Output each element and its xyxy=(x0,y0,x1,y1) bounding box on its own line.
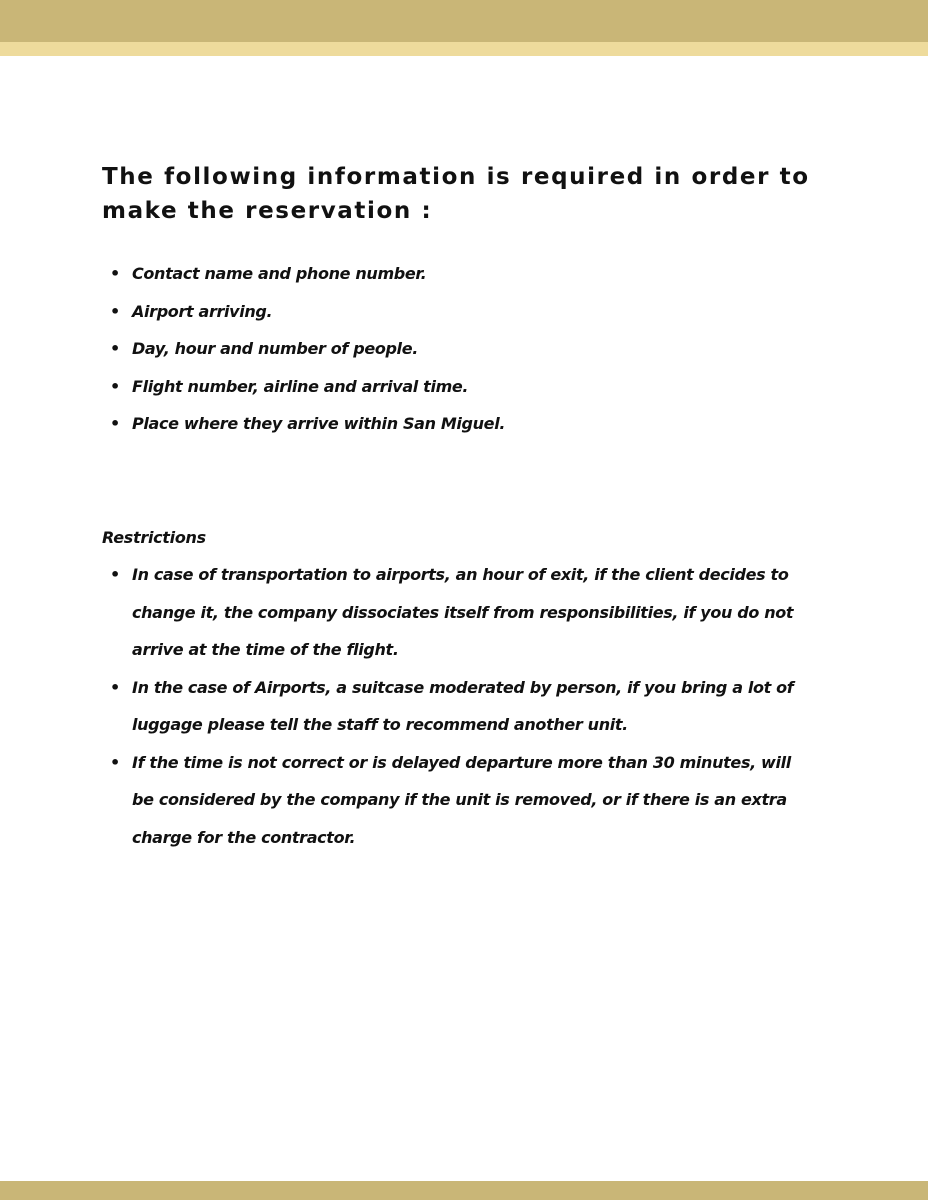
bullet-icon: • xyxy=(110,301,120,321)
bullet-icon: • xyxy=(110,565,120,584)
bullet-icon: • xyxy=(110,339,120,358)
bullet-icon: • xyxy=(110,414,120,433)
bottom-band xyxy=(0,1181,928,1200)
requirement-text: Flight number, airline and arrival time. xyxy=(132,376,469,396)
requirement-item xyxy=(102,255,822,293)
requirement-item xyxy=(102,405,822,443)
requirement-text: Contact name and phone number. xyxy=(132,264,427,283)
requirement-text: Day, hour and number of people. xyxy=(132,339,418,358)
top-band-accent xyxy=(0,42,928,56)
restriction-text: If the time is not correct or is delayed departure more than 30 minutes, will be considered by the company if the unit is removed, or if there is an extra charge for the contractor. xyxy=(132,752,791,847)
restriction-text: In case of transportation to airports, an hour of exit, if the client decides to change it, the company dissociates itself from responsibilities, if you do not arrive at the time of the flight. xyxy=(132,565,794,659)
requirement-item xyxy=(102,368,822,406)
bullet-icon: • xyxy=(110,677,120,697)
requirement-item xyxy=(102,293,822,331)
restrictions-list xyxy=(102,556,814,856)
restriction-item xyxy=(102,669,814,744)
bullet-icon: • xyxy=(110,376,120,396)
restriction-text: In the case of Airports, a suitcase moderated by person, if you bring a lot of luggage please tell the staff to recommend another unit. xyxy=(132,677,794,734)
top-band xyxy=(0,0,928,42)
bullet-icon: • xyxy=(110,752,120,772)
bullet-icon: • xyxy=(110,264,120,283)
document-body xyxy=(102,160,822,856)
requirement-text: Place where they arrive within San Miguel. xyxy=(132,414,506,433)
restrictions-title: Restrictions xyxy=(102,527,206,547)
restriction-item xyxy=(102,556,814,669)
requirement-item xyxy=(102,330,822,368)
requirement-text: Airport arriving. xyxy=(132,301,273,321)
reservation-heading: The following information is required in order to make the reservation : xyxy=(102,164,810,224)
requirements-list xyxy=(102,255,822,443)
restriction-item xyxy=(102,744,814,857)
